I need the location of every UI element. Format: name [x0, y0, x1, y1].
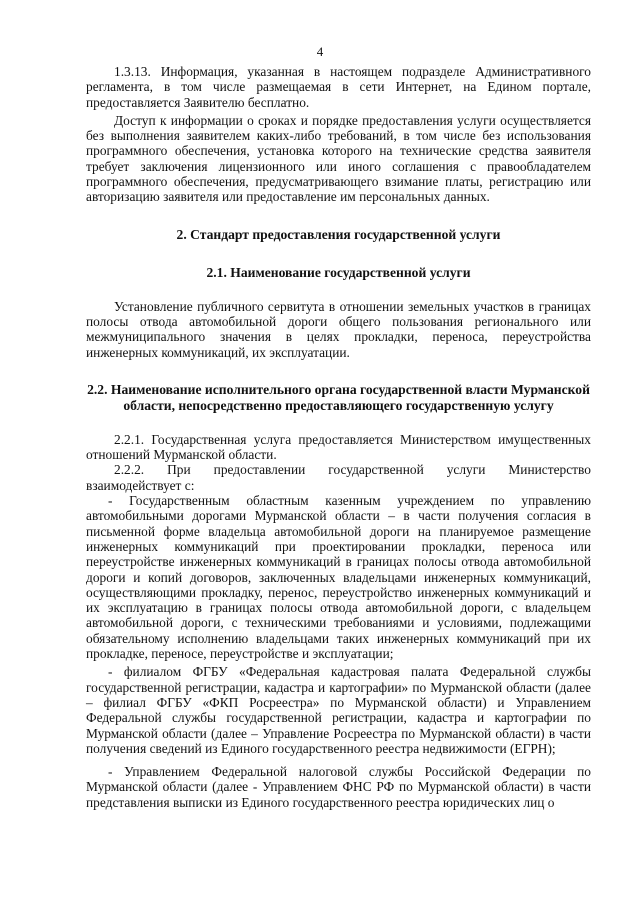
bullet-fns: - Управлением Федеральной налоговой службы Российской Федерации по Мурманской области (далее - Управлением ФНС РФ по Мурманской области) в части представления выписки из Единого государственного реестра юридических лиц о	[86, 764, 591, 810]
paragraph-1-3-13: 1.3.13. Информация, указанная в настоящем подразделе Административного регламента, в том числе размещаемая в сети Интернет, на Едином портале, предоставляется Заявителю бесплатно.	[86, 64, 591, 110]
paragraph-2-2-2-tail: взаимодействует с:	[86, 477, 195, 493]
heading-2-1: 2.1. Наименование государственной услуги	[206, 264, 471, 280]
paragraph-service-name: Установление публичного сервитута в отношении земельных участков в границах полосы отвода автомобильной дороги общего пользования регионального или межмуниципального значения в целях прокладки, переноса, переустройства инженерных коммуникаций, их эксплуатации.	[86, 298, 591, 360]
paragraph-2-2-1: 2.2.1. Государственная услуга предоставляется Министерством имущественных отношений Мурманской области.	[86, 431, 591, 463]
bullet-rosreestr: - филиалом ФГБУ «Федеральная кадастровая палата Федеральной службы государственной регистрации, кадастра и картографии» по Мурманской области (далее – филиал ФГБУ «ФКП Росреестра» по Мурманской области) и Управлением Федеральной службы государственной регистрации, кадастра и картографии по Мурманской области (далее – Управление Росреестра по Мурманской области) в части получения сведений из Единого государственного реестра недвижимости (ЕГРН);	[86, 664, 591, 756]
word: предоставлении	[213, 462, 306, 478]
heading-2-2: 2.2. Наименование исполнительного органа государственной власти Мурманской области, непосредственно предоставляющего государственную услугу	[87, 381, 590, 413]
word: При	[167, 462, 191, 478]
word: услуги	[446, 462, 486, 478]
bullet-road-agency: - Государственным областным казенным учреждением по управлению автомобильными дорогами Мурманской области – в части получения согласия в письменной форме владельца автомобильной дороги на планируемое размещение инженерных коммуникаций при проектировании прокладки, переноса или переустройстве инженерных коммуникаций в границах полосы отвода автомобильной дороги и копий договоров, заключенных владельцами инженерных коммуникаций, осуществляющими прокладку, перенос, переустройство инженерных коммуникаций и их эксплуатацию в границах полосы отвода автомобильной дороги, с владельцем автомобильной дороги, с техническими требованиями и условиями, подлежащими обязательному исполнению владельцами таких инженерных коммуникаций при их прокладке, переносе, переустройстве и эксплуатации;	[86, 493, 591, 662]
heading-section-2: 2. Стандарт предоставления государственной услуги	[176, 226, 501, 242]
paragraph-access-info: Доступ к информации о сроках и порядке предоставления услуги осуществляется без выполнения заявителем каких-либо требований, в том числе без использования программного обеспечения, установка которого на технические средства заявителя требует заключения лицензионного или иного соглашения с правообладателем программного обеспечения, предусматривающего взимание платы, регистрацию или авторизацию заявителя или предоставление им персональных данных.	[86, 112, 591, 205]
page-number: 4	[316, 44, 324, 59]
paragraph-2-2-2-line	[86, 462, 591, 477]
word: Министерство	[508, 462, 591, 478]
document-body	[86, 64, 591, 810]
word: государственной	[328, 462, 424, 478]
word: 2.2.2.	[114, 462, 145, 478]
